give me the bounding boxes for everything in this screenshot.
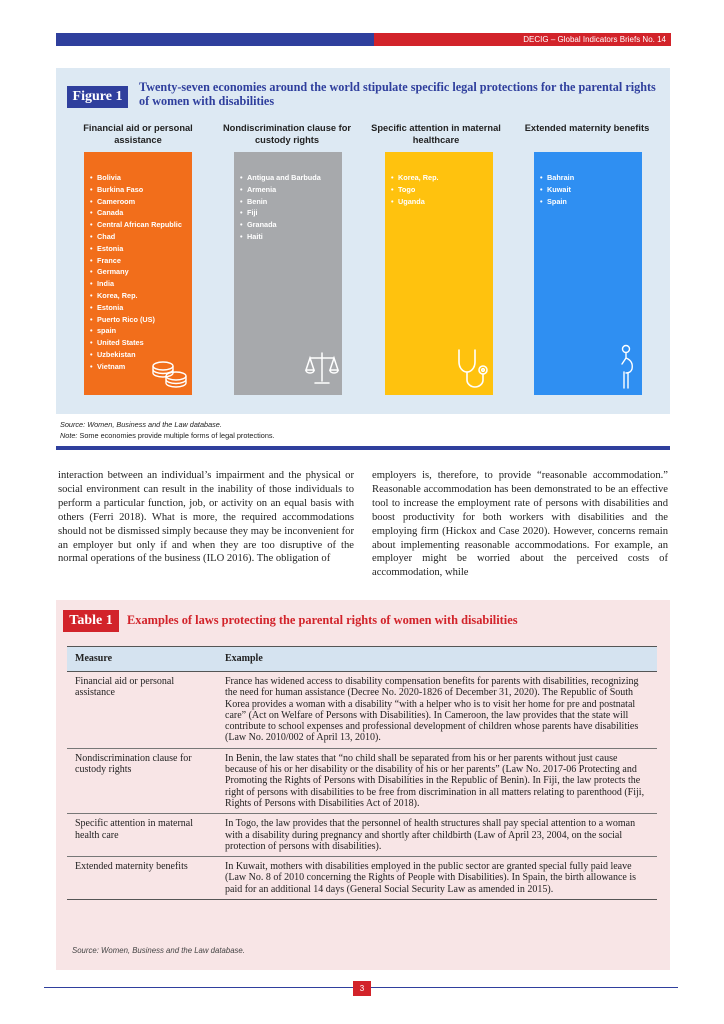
column-header-measure: Measure	[67, 647, 217, 672]
economy-item: • Haiti	[240, 231, 336, 243]
measure-cell: Specific attention in maternal health care	[67, 814, 217, 857]
economy-item: • United States	[90, 337, 186, 349]
economy-item: • Burkina Faso	[90, 184, 186, 196]
body-text-left: interaction between an individual’s impairment and the physical or social environment can result in the inability of those individuals to perform a particular function, job, or activity on an equal basis with others (Ferri 2018). What is more, the required accommodations should not be dismissed simply because they may be inconvenient for an employer but only if and when they are too disruptive of the normal operations of the business (ILO 2016). The obligation of	[58, 470, 354, 565]
example-cell: In Togo, the law provides that the personnel of health structures shall pay special attention to a woman with a disability during pregnancy and shortly after childbirth (Law of April 23, 2004, on the social protection of persons with disabilities).	[217, 814, 657, 857]
measure-cell: Nondiscrimination clause for custody rights	[67, 748, 217, 813]
pregnant-woman-icon	[616, 344, 636, 390]
economy-item: • Estonia	[90, 302, 186, 314]
economy-item: • Bolivia	[90, 172, 186, 184]
figure-title: Twenty-seven economies around the world stipulate specific legal protections for the parental rights of women with disabilities	[139, 80, 656, 108]
coins-icon	[150, 357, 190, 389]
economy-item: • Uzbekistan	[90, 349, 186, 361]
table-row	[67, 857, 657, 900]
economy-item: • Vietnam	[90, 361, 186, 373]
economy-item: • Kuwait	[540, 184, 636, 196]
table-source: Source: Women, Business and the Law database.	[72, 946, 245, 955]
economy-item: • Antigua and Barbuda	[240, 172, 336, 184]
economy-item: • Canada	[90, 207, 186, 219]
table-header-row	[67, 647, 657, 672]
economy-item: • Benin	[240, 196, 336, 208]
economy-item: • India	[90, 278, 186, 290]
figure-note	[60, 431, 660, 440]
body-text-right: employers is, therefore, to provide “reasonable accommodation.” Reasonable accommodation has been demonstrated to be an effective tool to increase the employment rate of persons with disabilities and boost productivity for both workers with disabilities and the employing firm (Hickox and Case 2020). However, concerns remain about implementing reasonable accommodations. For example, an employer might be worried about the perceived costs of accommodation, while	[372, 470, 668, 579]
page-number: 3	[353, 981, 371, 996]
economy-item: • Chad	[90, 231, 186, 243]
column-heading-financial-aid: Financial aid or personal assistance	[83, 123, 193, 145]
column-box-maternal-healthcare	[385, 152, 493, 395]
source-text: Women, Business and the Law database.	[87, 420, 222, 429]
measure-cell: Extended maternity benefits	[67, 857, 217, 900]
column-heading-maternal-healthcare: Specific attention in maternal healthcare	[371, 123, 501, 145]
economy-item: • Korea, Rep.	[391, 172, 487, 184]
column-header-example: Example	[217, 647, 657, 672]
economy-item: • Fiji	[240, 207, 336, 219]
table-row	[67, 814, 657, 857]
example-cell: In Benin, the law states that “no child shall be separated from his or her parents without just cause because of his or her disability or the disability of his or her parents” (Law No. 2017-06 Protecting and Promoting the Rights of Persons with Disabilities in the Republic of Benin). In Fiji, the law protects the right of persons with disabilities to be free from discrimination in all matters relating to parenthood (Fiji, Rights of Persons with Disabilities Act of 2018).	[217, 748, 657, 813]
economy-item: • Estonia	[90, 243, 186, 255]
section-divider	[56, 446, 670, 450]
economy-item: • Bahrain	[540, 172, 636, 184]
table-title: Examples of laws protecting the parental rights of women with disabilities	[127, 613, 518, 627]
figure-label: Figure 1	[67, 86, 128, 108]
economy-item: • Spain	[540, 196, 636, 208]
example-cell: France has widened access to disability compensation benefits for parents with disabilities, recognizing the need for human assistance (Decree No. 2020-1826 of December 31, 2020). The Republic of South Korea provides a woman with a disability “with a helper who is to visit her home for pre and postnatal care” (Act on Welfare of Persons with Disabilities). In Cameroon, the law provides that the state will contribute to school expenses and professional development of children whose parents have disabilities (Law No. 2010/002 of April 13, 2010).	[217, 672, 657, 749]
source-label: Source:	[60, 420, 86, 429]
table-row	[67, 748, 657, 813]
table-label: Table 1	[63, 610, 119, 632]
stethoscope-icon	[455, 348, 489, 390]
economy-item: • Puerto Rico (US)	[90, 314, 186, 326]
scales-icon	[304, 350, 340, 386]
column-box-maternity-benefits	[534, 152, 642, 395]
running-title: DECIG – Global Indicators Briefs No. 14	[523, 35, 666, 44]
economy-item: • Korea, Rep.	[90, 290, 186, 302]
economy-item: • Uganda	[391, 196, 487, 208]
economy-list	[240, 172, 336, 243]
header-band-blue	[56, 33, 374, 46]
economy-list	[540, 172, 636, 207]
note-label: Note:	[60, 431, 78, 440]
economy-item: • spain	[90, 325, 186, 337]
measure-cell: Financial aid or personal assistance	[67, 672, 217, 749]
economy-list	[391, 172, 487, 207]
example-cell: In Kuwait, mothers with disabilities employed in the public sector are granted special fully paid leave (Law No. 8 of 2010 concerning the Rights of People with Disabilities). In Spain, the birth allowance is paid for an additional 14 days (General Social Security Law as amended in 2015).	[217, 857, 657, 900]
economy-item: • Central African Republic	[90, 219, 186, 231]
column-heading-maternity-benefits: Extended maternity benefits	[524, 123, 650, 133]
economy-item: • Togo	[391, 184, 487, 196]
column-box-financial-aid	[84, 152, 192, 395]
figure-source	[60, 420, 660, 429]
column-box-nondiscrimination	[234, 152, 342, 395]
note-text: Some economies provide multiple forms of legal protections.	[79, 431, 275, 440]
economy-item: • Cameroom	[90, 196, 186, 208]
economy-item: • Granada	[240, 219, 336, 231]
economy-list	[90, 172, 186, 373]
laws-table	[67, 646, 657, 900]
economy-item: • Armenia	[240, 184, 336, 196]
economy-item: • Germany	[90, 266, 186, 278]
economy-item: • France	[90, 255, 186, 267]
table-row	[67, 672, 657, 749]
column-heading-nondiscrimination: Nondiscrimination clause for custody rights	[222, 123, 352, 145]
